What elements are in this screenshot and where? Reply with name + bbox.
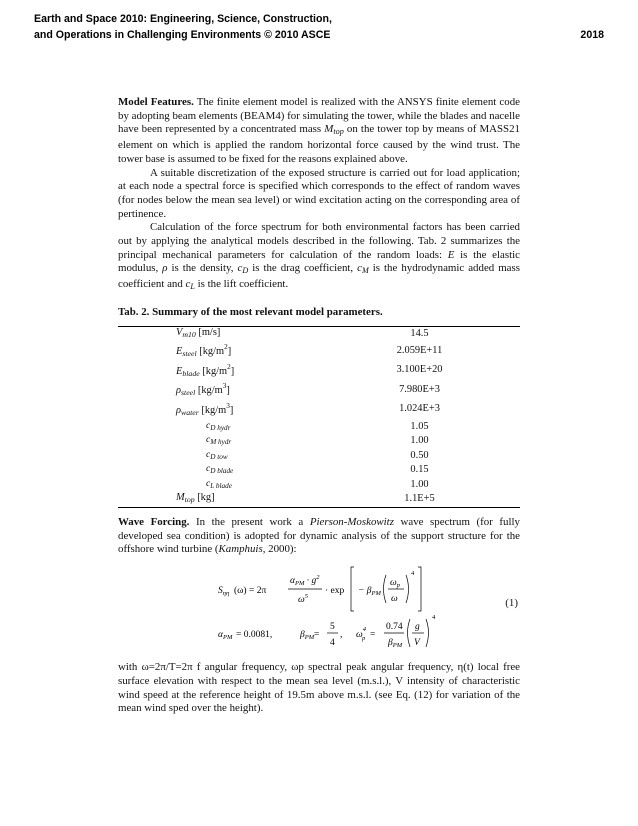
param-value: 0.15 — [410, 464, 429, 476]
page-body — [118, 96, 520, 716]
param-value: 1.024E+3 — [399, 403, 440, 415]
param-name: $c_{L blade}$ — [206, 477, 232, 490]
running-header — [34, 12, 604, 43]
svg-text:V: V — [414, 638, 420, 649]
param-value: 1.00 — [410, 478, 429, 490]
svg-text:− βPM: − $\beta_{PM}$ — [358, 586, 381, 598]
svg-text:αPM · g2: $\alpha_{PM} \cdot g^2$ — [290, 574, 320, 588]
param-value: 7.980E+3 — [399, 383, 440, 395]
svg-text:4: 4 — [432, 614, 436, 622]
svg-text:αPM: $\alpha_{PM}$ — [218, 630, 233, 642]
svg-text:g: g — [415, 622, 420, 633]
svg-text:ω4p: $\omega^4$ p — [356, 626, 366, 643]
svg-text:ωp: $\omega_p$ — [390, 578, 400, 590]
param-name: $\rho_{water}$ $[kg/m^3]$ — [176, 401, 234, 417]
table-row — [118, 449, 520, 464]
param-value: 14.5 — [410, 327, 429, 339]
param-name: $M_{top}$ [kg] — [176, 492, 215, 505]
paragraph-closing: with ω=2π/T=2π f angular frequency, ωp spectral peak angular frequency, η(t) local free surface elevation with respect to the mean sea level (m.s.l.), V intensity of characteristic wind speed at the reference height of 19.5m above m.s.l. (see Eq. (12) for variation of the mean wind sped over the height). — [118, 661, 520, 715]
table-row — [118, 463, 520, 478]
parameters-table — [118, 326, 520, 509]
param-name: $V_{m10}$ [m/s] — [176, 326, 221, 339]
equation-number: (1) — [505, 597, 518, 610]
equation-1 — [118, 561, 520, 653]
paragraph-model-features: Model Features. The finite element model is realized with the ANSYS finite element code by adopting beam elements (BEAM4) for simulating the tower, while the blades and nacelle have been represented by a concentrated mass $M_{top}$ on the tower top by means of MASS21 element on which is applied the random horizontal force caused by the wind trust. The tower base is assumed to be fixed for the reasons explained above. — [118, 96, 520, 165]
model-features-heading: Model Features. — [118, 96, 194, 108]
header-line-1: Earth and Space 2010: Engineering, Science, Construction, — [34, 13, 332, 25]
svg-text:4: 4 — [411, 570, 415, 578]
param-value: 1.00 — [410, 435, 429, 447]
svg-text:βPM: $\beta_{PM}$ — [388, 638, 403, 650]
param-name: $\rho_{steel}$ $[kg/m^3]$ — [176, 382, 230, 398]
svg-text:5: 5 — [330, 622, 335, 633]
wave-forcing-heading: Wave Forcing. — [118, 516, 190, 529]
table-row — [118, 326, 520, 341]
param-name: $c_{M hydr}$ — [206, 434, 232, 447]
paragraph-discretization: A suitable discretization of the exposed structure is carried out for load application; at each node a spectral force is specified which corresponds to the effect of random waves (for nodes below the mean sea level) or wind excitation acting on the corresponding area of pertinence. — [118, 166, 520, 220]
table-row — [118, 420, 520, 435]
table-row — [118, 380, 520, 400]
svg-text:4: 4 — [330, 638, 335, 649]
param-name: $c_{D blade}$ — [206, 463, 234, 476]
svg-text:=: = — [370, 630, 376, 641]
table-row — [118, 434, 520, 449]
svg-text:0.74: 0.74 — [386, 622, 403, 633]
svg-text:,: , — [340, 630, 343, 641]
paragraph-wave-forcing: Wave Forcing. In the present work a Pierson-Moskowitz wave spectrum (for fully developed sea condition) is adopted for dynamic analysis of the support structure for the offshore wind turbine (Kamphuis, 2000): — [118, 516, 520, 556]
svg-text:Sηη: $S_{\eta\eta}$ — [218, 586, 230, 598]
svg-text:βPM: $\beta_{PM}$ — [300, 630, 315, 642]
param-name: $E_{blade}$ $[kg/m^2]$ — [176, 362, 235, 378]
svg-text:(ω) = 2π: (ω) = 2π — [234, 586, 267, 597]
param-name: $c_{D hydr}$ — [206, 419, 231, 432]
param-value: 2.059E+11 — [396, 344, 443, 356]
table-row — [118, 341, 520, 361]
paragraph-force-spectrum: Calculation of the force spectrum for both environmental factors has been carried out by applying the analytical models described in the following. Tab. 2 summarizes the principal mechanical parameters for calculation of the random loads: E is the elastic modulus, ρ is the density, $c_D$ is the drag coefficient, $c_M$ is the hydrodynamic added mass coefficient and $c_L$ is the lift coefficient. — [118, 221, 520, 292]
svg-text:ω: ω — [391, 594, 398, 605]
svg-text:= 0.0081,: = 0.0081, — [236, 630, 273, 641]
table-row — [118, 492, 520, 507]
param-value: 3.100E+20 — [396, 364, 443, 376]
param-name: $E_{steel}$ $[kg/m^2]$ — [176, 343, 232, 359]
table-caption: Tab. 2. Summary of the most relevant model parameters. — [118, 305, 383, 318]
header-line-2: and Operations in Challenging Environments © 2010 ASCE — [34, 28, 331, 41]
svg-text:=: = — [314, 630, 320, 641]
page-number: 2018 — [580, 28, 604, 41]
table-row — [118, 478, 520, 493]
param-name: $c_{D tow}$ — [206, 448, 228, 461]
table-row — [118, 361, 520, 381]
table-row — [118, 400, 520, 420]
svg-text:· exp: · exp — [325, 586, 345, 597]
equation-graphic — [118, 561, 520, 653]
param-value: 0.50 — [410, 449, 429, 461]
svg-text:ω5: $\omega^5$ — [298, 593, 308, 606]
param-value: 1.1E+5 — [404, 493, 435, 505]
param-value: 1.05 — [410, 420, 429, 432]
